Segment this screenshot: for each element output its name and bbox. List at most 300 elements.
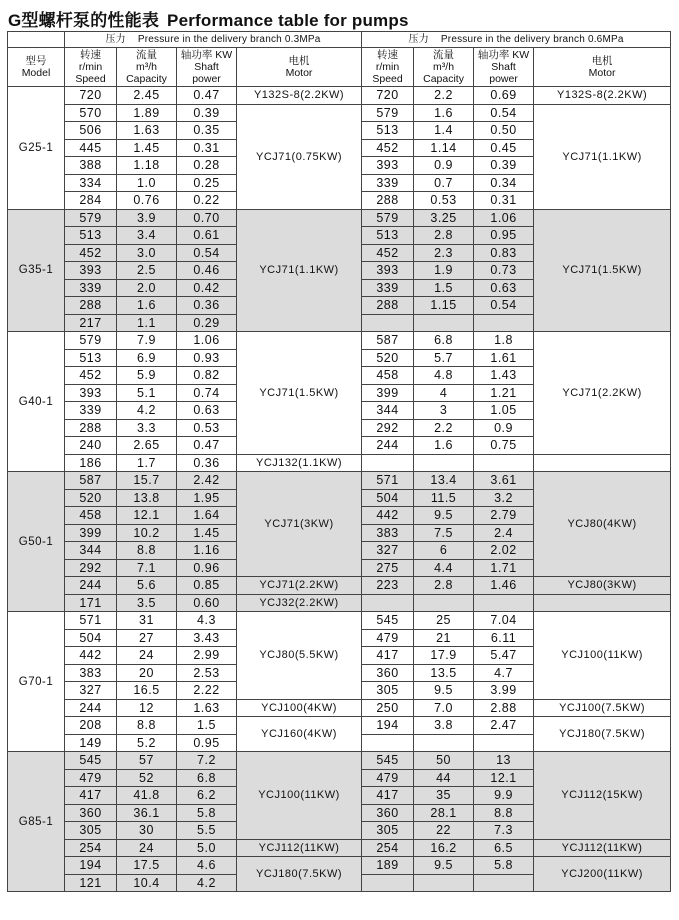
power-cell: 7.04 <box>474 612 534 630</box>
power-cell: 0.93 <box>177 349 237 367</box>
speed-cell: 417 <box>65 787 117 805</box>
capacity-cell: 3.8 <box>414 717 474 735</box>
power-cell: 2.53 <box>177 664 237 682</box>
motor-cell: YCJ100(11KW) <box>237 752 362 840</box>
power-cell: 4.2 <box>177 874 237 892</box>
power-cell: 2.02 <box>474 542 534 560</box>
capacity-cell: 7.1 <box>117 559 177 577</box>
capacity-cell: 13.5 <box>414 664 474 682</box>
power-cell: 1.95 <box>177 489 237 507</box>
speed-cell: 383 <box>65 664 117 682</box>
power-cell: 3.61 <box>474 472 534 490</box>
power-cell: 1.5 <box>177 717 237 735</box>
speed-cell: 393 <box>362 262 414 280</box>
motor-cell: YCJ71(1.5KW) <box>534 209 671 332</box>
capacity-cell: 5.1 <box>117 384 177 402</box>
capacity-cell: 9.5 <box>414 682 474 700</box>
speed-cell: 288 <box>65 297 117 315</box>
speed-cell: 254 <box>362 839 414 857</box>
header-capacity: 流量 m³/h Capacity <box>117 48 177 87</box>
capacity-cell: 2.8 <box>414 227 474 245</box>
power-cell: 5.0 <box>177 839 237 857</box>
power-cell: 2.22 <box>177 682 237 700</box>
table-row <box>8 717 671 735</box>
speed-cell: 240 <box>65 437 117 455</box>
speed-cell: 452 <box>65 367 117 385</box>
speed-cell: 171 <box>65 594 117 612</box>
power-cell: 3.99 <box>474 682 534 700</box>
motor-cell: YCJ112(15KW) <box>534 752 671 840</box>
capacity-cell: 1.89 <box>117 104 177 122</box>
capacity-cell: 12.1 <box>117 507 177 525</box>
table-row <box>8 332 671 350</box>
motor-cell: YCJ80(5.5KW) <box>237 612 362 700</box>
speed-cell: 360 <box>362 804 414 822</box>
capacity-cell: 50 <box>414 752 474 770</box>
speed-cell: 149 <box>65 734 117 752</box>
capacity-cell: 15.7 <box>117 472 177 490</box>
pressure-row <box>8 32 671 48</box>
speed-cell: 458 <box>65 507 117 525</box>
speed-cell: 479 <box>65 769 117 787</box>
speed-cell: 275 <box>362 559 414 577</box>
capacity-cell: 1.45 <box>117 139 177 157</box>
capacity-cell: 5.7 <box>414 349 474 367</box>
capacity-cell: 1.0 <box>117 174 177 192</box>
speed-cell: 452 <box>65 244 117 262</box>
motor-cell: YCJ71(0.75KW) <box>237 104 362 209</box>
capacity-cell: 3.25 <box>414 209 474 227</box>
capacity-cell: 6.9 <box>117 349 177 367</box>
capacity-cell: 1.15 <box>414 297 474 315</box>
power-cell: 0.95 <box>177 734 237 752</box>
capacity-cell: 4.4 <box>414 559 474 577</box>
speed-cell: 479 <box>362 629 414 647</box>
speed-cell: 504 <box>65 629 117 647</box>
motor-cell: Y132S-8(2.2KW) <box>237 87 362 105</box>
power-cell: 0.53 <box>177 419 237 437</box>
speed-cell <box>362 594 414 612</box>
power-cell: 1.46 <box>474 577 534 595</box>
capacity-cell: 22 <box>414 822 474 840</box>
capacity-cell: 1.6 <box>414 437 474 455</box>
speed-cell: 339 <box>65 402 117 420</box>
speed-cell: 417 <box>362 787 414 805</box>
capacity-cell: 11.5 <box>414 489 474 507</box>
power-cell: 0.50 <box>474 122 534 140</box>
speed-cell: 442 <box>65 647 117 665</box>
power-cell: 0.75 <box>474 437 534 455</box>
speed-cell: 208 <box>65 717 117 735</box>
table-row <box>8 839 671 857</box>
speed-cell: 344 <box>362 402 414 420</box>
capacity-cell: 17.5 <box>117 857 177 875</box>
power-cell: 0.47 <box>177 87 237 105</box>
power-cell: 13 <box>474 752 534 770</box>
motor-cell: YCJ160(4KW) <box>237 717 362 752</box>
power-cell <box>474 454 534 472</box>
table-row <box>8 752 671 770</box>
speed-cell: 545 <box>362 612 414 630</box>
motor-cell <box>534 594 671 612</box>
speed-cell: 288 <box>362 297 414 315</box>
power-cell: 4.7 <box>474 664 534 682</box>
speed-cell: 520 <box>362 349 414 367</box>
speed-cell: 339 <box>362 174 414 192</box>
power-cell: 2.42 <box>177 472 237 490</box>
capacity-cell <box>414 314 474 332</box>
capacity-cell: 1.4 <box>414 122 474 140</box>
speed-cell: 399 <box>362 384 414 402</box>
title-english: Performance table for pumps <box>167 11 409 30</box>
speed-cell: 334 <box>65 174 117 192</box>
model-cell: G50-1 <box>8 472 65 612</box>
motor-cell: YCJ132(1.1KW) <box>237 454 362 472</box>
speed-cell: 393 <box>362 157 414 175</box>
power-cell: 1.43 <box>474 367 534 385</box>
power-cell: 7.2 <box>177 752 237 770</box>
table-row <box>8 104 671 122</box>
speed-cell: 720 <box>65 87 117 105</box>
table-row <box>8 472 671 490</box>
table-row <box>8 454 671 472</box>
power-cell: 6.11 <box>474 629 534 647</box>
pressure-left: 压力 Pressure in the delivery branch 0.3MPa <box>65 32 362 48</box>
capacity-cell <box>414 874 474 892</box>
capacity-cell: 4.2 <box>117 402 177 420</box>
power-cell: 0.83 <box>474 244 534 262</box>
motor-cell: YCJ80(3KW) <box>534 577 671 595</box>
header-row <box>8 48 671 87</box>
speed-cell: 339 <box>65 279 117 297</box>
capacity-cell: 5.9 <box>117 367 177 385</box>
capacity-cell: 7.5 <box>414 524 474 542</box>
capacity-cell: 0.9 <box>414 157 474 175</box>
motor-cell <box>534 454 671 472</box>
speed-cell: 194 <box>362 717 414 735</box>
capacity-cell: 24 <box>117 839 177 857</box>
motor-cell: YCJ112(11KW) <box>534 839 671 857</box>
capacity-cell: 3.5 <box>117 594 177 612</box>
capacity-cell: 1.14 <box>414 139 474 157</box>
power-cell: 0.82 <box>177 367 237 385</box>
speed-cell: 339 <box>362 279 414 297</box>
speed-cell: 513 <box>362 122 414 140</box>
motor-cell: YCJ200(11KW) <box>534 857 671 892</box>
speed-cell: 244 <box>65 577 117 595</box>
speed-cell: 513 <box>362 227 414 245</box>
power-cell <box>474 594 534 612</box>
speed-cell <box>362 734 414 752</box>
power-cell: 1.45 <box>177 524 237 542</box>
power-cell: 0.70 <box>177 209 237 227</box>
power-cell: 5.8 <box>177 804 237 822</box>
capacity-cell: 3.9 <box>117 209 177 227</box>
speed-cell: 305 <box>362 682 414 700</box>
capacity-cell: 1.18 <box>117 157 177 175</box>
capacity-cell: 4.8 <box>414 367 474 385</box>
speed-cell: 513 <box>65 227 117 245</box>
speed-cell: 445 <box>65 139 117 157</box>
power-cell: 0.95 <box>474 227 534 245</box>
motor-cell: YCJ100(7.5KW) <box>534 699 671 717</box>
speed-cell: 194 <box>65 857 117 875</box>
motor-cell: Y132S-8(2.2KW) <box>534 87 671 105</box>
power-cell: 0.36 <box>177 454 237 472</box>
table-row <box>8 87 671 105</box>
power-cell: 0.73 <box>474 262 534 280</box>
speed-cell <box>362 454 414 472</box>
capacity-cell: 16.2 <box>414 839 474 857</box>
speed-cell <box>362 314 414 332</box>
motor-cell: YCJ100(4KW) <box>237 699 362 717</box>
motor-cell: YCJ71(2.2KW) <box>237 577 362 595</box>
power-cell: 0.61 <box>177 227 237 245</box>
speed-cell: 579 <box>65 332 117 350</box>
header-model: 型号 Model <box>8 48 65 87</box>
power-cell <box>474 874 534 892</box>
speed-cell: 327 <box>362 542 414 560</box>
capacity-cell: 3 <box>414 402 474 420</box>
capacity-cell: 52 <box>117 769 177 787</box>
power-cell: 0.28 <box>177 157 237 175</box>
capacity-cell <box>414 454 474 472</box>
power-cell: 8.8 <box>474 804 534 822</box>
capacity-cell: 1.5 <box>414 279 474 297</box>
capacity-cell: 2.2 <box>414 87 474 105</box>
power-cell: 0.96 <box>177 559 237 577</box>
capacity-cell: 36.1 <box>117 804 177 822</box>
power-cell: 0.74 <box>177 384 237 402</box>
capacity-cell: 1.9 <box>414 262 474 280</box>
capacity-cell: 9.5 <box>414 857 474 875</box>
capacity-cell: 13.4 <box>414 472 474 490</box>
capacity-cell: 31 <box>117 612 177 630</box>
capacity-cell: 2.2 <box>414 419 474 437</box>
speed-cell: 223 <box>362 577 414 595</box>
motor-cell: YCJ100(11KW) <box>534 612 671 700</box>
speed-cell: 720 <box>362 87 414 105</box>
power-cell: 1.21 <box>474 384 534 402</box>
capacity-cell: 2.5 <box>117 262 177 280</box>
speed-cell: 393 <box>65 262 117 280</box>
speed-cell: 305 <box>362 822 414 840</box>
power-cell: 3.43 <box>177 629 237 647</box>
power-cell: 0.46 <box>177 262 237 280</box>
power-cell: 0.42 <box>177 279 237 297</box>
speed-cell: 520 <box>65 489 117 507</box>
speed-cell: 327 <box>65 682 117 700</box>
header-speed: 转速 r/min Speed <box>362 48 414 87</box>
model-cell: G25-1 <box>8 87 65 210</box>
capacity-cell: 1.63 <box>117 122 177 140</box>
speed-cell: 292 <box>362 419 414 437</box>
motor-cell: YCJ32(2.2KW) <box>237 594 362 612</box>
power-cell: 0.34 <box>474 174 534 192</box>
capacity-cell: 3.4 <box>117 227 177 245</box>
capacity-cell: 12 <box>117 699 177 717</box>
header-capacity: 流量 m³/h Capacity <box>414 48 474 87</box>
capacity-cell: 7.9 <box>117 332 177 350</box>
power-cell: 0.54 <box>474 297 534 315</box>
speed-cell: 217 <box>65 314 117 332</box>
capacity-cell: 13.8 <box>117 489 177 507</box>
speed-cell: 452 <box>362 244 414 262</box>
header-motor: 电机 Motor <box>237 48 362 87</box>
capacity-cell: 2.65 <box>117 437 177 455</box>
power-cell: 0.69 <box>474 87 534 105</box>
speed-cell: 254 <box>65 839 117 857</box>
speed-cell: 360 <box>65 804 117 822</box>
capacity-cell: 0.53 <box>414 192 474 210</box>
power-cell: 2.4 <box>474 524 534 542</box>
power-cell: 0.9 <box>474 419 534 437</box>
power-cell: 0.39 <box>177 104 237 122</box>
power-cell: 0.85 <box>177 577 237 595</box>
motor-cell: YCJ71(3KW) <box>237 472 362 577</box>
speed-cell: 305 <box>65 822 117 840</box>
power-cell: 9.9 <box>474 787 534 805</box>
speed-cell: 579 <box>362 104 414 122</box>
speed-cell: 288 <box>362 192 414 210</box>
table-row <box>8 577 671 595</box>
speed-cell: 284 <box>65 192 117 210</box>
speed-cell: 360 <box>362 664 414 682</box>
speed-cell: 250 <box>362 699 414 717</box>
speed-cell: 504 <box>362 489 414 507</box>
capacity-cell: 24 <box>117 647 177 665</box>
performance-table <box>7 31 671 892</box>
speed-cell: 545 <box>65 752 117 770</box>
capacity-cell: 41.8 <box>117 787 177 805</box>
capacity-cell: 5.6 <box>117 577 177 595</box>
capacity-cell: 5.2 <box>117 734 177 752</box>
power-cell: 2.88 <box>474 699 534 717</box>
power-cell: 0.29 <box>177 314 237 332</box>
capacity-cell: 16.5 <box>117 682 177 700</box>
power-cell: 4.3 <box>177 612 237 630</box>
speed-cell: 344 <box>65 542 117 560</box>
capacity-cell: 21 <box>414 629 474 647</box>
capacity-cell: 1.6 <box>414 104 474 122</box>
power-cell: 1.06 <box>177 332 237 350</box>
motor-cell: YCJ71(1.1KW) <box>534 104 671 209</box>
speed-cell: 570 <box>65 104 117 122</box>
power-cell: 3.2 <box>474 489 534 507</box>
power-cell: 5.5 <box>177 822 237 840</box>
speed-cell: 186 <box>65 454 117 472</box>
speed-cell: 244 <box>362 437 414 455</box>
capacity-cell: 0.76 <box>117 192 177 210</box>
table-row <box>8 699 671 717</box>
capacity-cell: 2.0 <box>117 279 177 297</box>
table-row <box>8 594 671 612</box>
power-cell: 6.8 <box>177 769 237 787</box>
capacity-cell: 35 <box>414 787 474 805</box>
speed-cell: 587 <box>65 472 117 490</box>
speed-cell: 121 <box>65 874 117 892</box>
capacity-cell <box>414 734 474 752</box>
speed-cell: 388 <box>65 157 117 175</box>
motor-cell: YCJ71(1.1KW) <box>237 209 362 332</box>
capacity-cell: 57 <box>117 752 177 770</box>
motor-cell: YCJ180(7.5KW) <box>534 717 671 752</box>
capacity-cell: 6.8 <box>414 332 474 350</box>
power-cell <box>474 314 534 332</box>
capacity-cell: 9.5 <box>414 507 474 525</box>
pressure-right: 压力 Pressure in the delivery branch 0.6MPa <box>362 32 671 48</box>
power-cell: 0.36 <box>177 297 237 315</box>
header-power: 轴功率 KW Shaft power <box>177 48 237 87</box>
motor-cell: YCJ71(2.2KW) <box>534 332 671 455</box>
power-cell: 1.06 <box>474 209 534 227</box>
model-cell: G40-1 <box>8 332 65 472</box>
power-cell: 5.8 <box>474 857 534 875</box>
capacity-cell: 1.6 <box>117 297 177 315</box>
speed-cell: 579 <box>65 209 117 227</box>
power-cell: 0.31 <box>474 192 534 210</box>
capacity-cell <box>414 594 474 612</box>
capacity-cell: 0.7 <box>414 174 474 192</box>
power-cell: 1.63 <box>177 699 237 717</box>
capacity-cell: 3.0 <box>117 244 177 262</box>
power-cell: 6.2 <box>177 787 237 805</box>
power-cell: 2.99 <box>177 647 237 665</box>
capacity-cell: 20 <box>117 664 177 682</box>
power-cell: 0.54 <box>177 244 237 262</box>
capacity-cell: 25 <box>414 612 474 630</box>
model-cell: G70-1 <box>8 612 65 752</box>
table-row <box>8 209 671 227</box>
speed-cell: 399 <box>65 524 117 542</box>
power-cell: 1.64 <box>177 507 237 525</box>
power-cell: 6.5 <box>474 839 534 857</box>
power-cell: 0.22 <box>177 192 237 210</box>
power-cell: 0.35 <box>177 122 237 140</box>
capacity-cell: 7.0 <box>414 699 474 717</box>
capacity-cell: 10.2 <box>117 524 177 542</box>
power-cell: 0.63 <box>177 402 237 420</box>
power-cell: 5.47 <box>474 647 534 665</box>
table-row <box>8 612 671 630</box>
capacity-cell: 8.8 <box>117 542 177 560</box>
speed-cell: 383 <box>362 524 414 542</box>
capacity-cell: 2.3 <box>414 244 474 262</box>
speed-cell: 545 <box>362 752 414 770</box>
power-cell: 0.60 <box>177 594 237 612</box>
power-cell: 2.47 <box>474 717 534 735</box>
model-cell: G85-1 <box>8 752 65 892</box>
speed-cell: 417 <box>362 647 414 665</box>
power-cell: 0.25 <box>177 174 237 192</box>
speed-cell: 292 <box>65 559 117 577</box>
power-cell: 0.47 <box>177 437 237 455</box>
capacity-cell: 1.7 <box>117 454 177 472</box>
speed-cell: 288 <box>65 419 117 437</box>
power-cell: 12.1 <box>474 769 534 787</box>
power-cell: 0.54 <box>474 104 534 122</box>
capacity-cell: 17.9 <box>414 647 474 665</box>
power-cell: 1.16 <box>177 542 237 560</box>
power-cell: 4.6 <box>177 857 237 875</box>
capacity-cell: 1.1 <box>117 314 177 332</box>
speed-cell: 587 <box>362 332 414 350</box>
header-motor: 电机 Motor <box>534 48 671 87</box>
capacity-cell: 10.4 <box>117 874 177 892</box>
header-speed: 转速 r/min Speed <box>65 48 117 87</box>
power-cell: 1.61 <box>474 349 534 367</box>
capacity-cell: 28.1 <box>414 804 474 822</box>
